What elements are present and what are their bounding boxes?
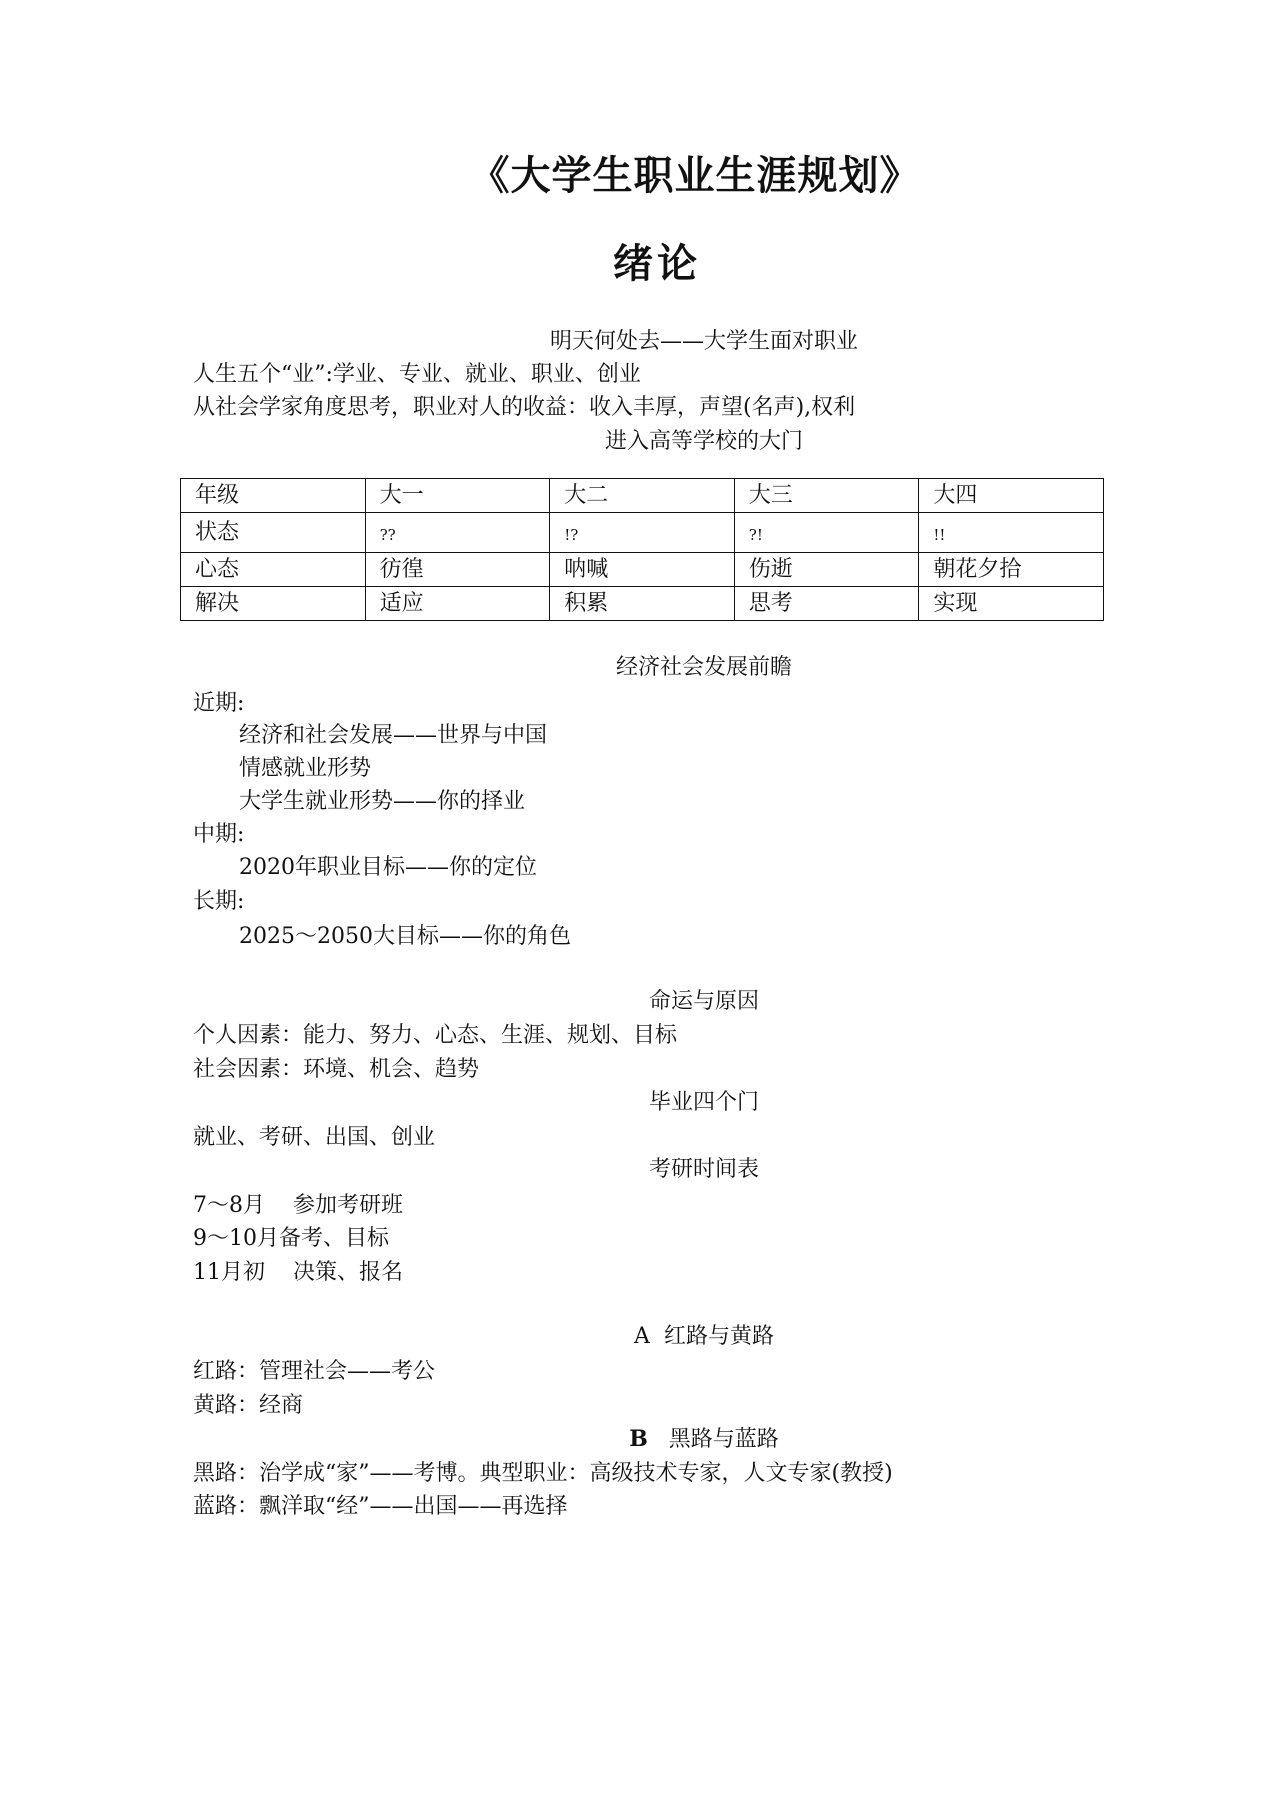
five-careers-line: 人生五个“业”:学业、专业、就业、职业、创业 bbox=[193, 362, 641, 387]
list-item: 情感就业形势 bbox=[239, 756, 372, 781]
table-row bbox=[181, 513, 1104, 553]
section-heading-red-yellow bbox=[0, 1322, 1278, 1352]
table-cell: ?! bbox=[734, 513, 919, 553]
table-row bbox=[181, 587, 1104, 621]
near-term-label: 近期: bbox=[193, 691, 245, 716]
table-cell: 解决 bbox=[181, 587, 366, 621]
table-cell: 适应 bbox=[365, 587, 550, 621]
heading-letter: A bbox=[634, 1324, 650, 1349]
blue-road-line: 蓝路：飘洋取“经”——出国——再选择 bbox=[193, 1494, 568, 1519]
section-heading-four-doors: 毕业四个门 bbox=[648, 1090, 759, 1115]
table-cell: 呐喊 bbox=[550, 553, 735, 587]
list-item: 7～8月 参加考研班 bbox=[193, 1193, 403, 1218]
career-benefits-line: 从社会学家角度思考，职业对人的收益：收入丰厚，声望(名声),权利 bbox=[193, 395, 856, 420]
table-cell: 大一 bbox=[365, 479, 550, 513]
table-cell: 大四 bbox=[919, 479, 1104, 513]
table-cell: ?? bbox=[365, 513, 550, 553]
grade-table bbox=[180, 478, 1104, 621]
table-cell: 积累 bbox=[550, 587, 735, 621]
yellow-road-line: 黄路：经商 bbox=[193, 1393, 304, 1418]
table-row bbox=[181, 553, 1104, 587]
red-road-line: 红路：管理社会——考公 bbox=[193, 1359, 436, 1384]
list-item: 9～10月备考、目标 bbox=[193, 1226, 389, 1251]
section-heading-career: 明天何处去——大学生面对职业 bbox=[549, 329, 858, 354]
section-heading-exam-schedule: 考研时间表 bbox=[648, 1157, 759, 1182]
black-road-line: 黑路：治学成“家”——考博。典型职业：高级技术专家，人文专家(教授) bbox=[193, 1461, 893, 1486]
table-cell: !! bbox=[919, 513, 1104, 553]
table-cell: 朝花夕拾 bbox=[919, 553, 1104, 587]
section-heading-economy: 经济社会发展前瞻 bbox=[615, 655, 792, 680]
table-cell: 彷徨 bbox=[365, 553, 550, 587]
four-doors-line: 就业、考研、出国、创业 bbox=[193, 1125, 436, 1150]
list-item: 2020年职业目标——你的定位 bbox=[239, 855, 537, 880]
table-row bbox=[181, 479, 1104, 513]
table-cell: 实现 bbox=[919, 587, 1104, 621]
personal-factors-line: 个人因素：能力、努力、心态、生涯、规划、目标 bbox=[193, 1023, 678, 1048]
table-cell: 思考 bbox=[734, 587, 919, 621]
table-cell: 大三 bbox=[734, 479, 919, 513]
table-cell: !? bbox=[550, 513, 735, 553]
heading-text: 红路与黄路 bbox=[663, 1324, 774, 1349]
list-item: 2025～2050大目标——你的角色 bbox=[239, 924, 571, 949]
table-cell: 伤逝 bbox=[734, 553, 919, 587]
table-cell: 心态 bbox=[181, 553, 366, 587]
social-factors-line: 社会因素：环境、机会、趋势 bbox=[193, 1057, 480, 1082]
table-cell: 年级 bbox=[181, 479, 366, 513]
document-title: 《大学生职业生涯规划》 bbox=[469, 152, 921, 199]
long-term-label: 长期: bbox=[193, 889, 245, 914]
heading-text: 黑路与蓝路 bbox=[668, 1427, 779, 1452]
list-item: 经济和社会发展——世界与中国 bbox=[239, 723, 548, 748]
mid-term-label: 中期: bbox=[193, 822, 245, 847]
list-item: 大学生就业形势——你的择业 bbox=[239, 789, 526, 814]
heading-letter: B bbox=[629, 1426, 648, 1452]
list-item: 11月初 决策、报名 bbox=[193, 1260, 403, 1285]
chapter-heading: 绪论 bbox=[613, 240, 701, 287]
table-cell: 大二 bbox=[550, 479, 735, 513]
section-heading-black-blue bbox=[0, 1424, 1278, 1455]
section-heading-fate: 命运与原因 bbox=[648, 989, 759, 1014]
table-cell: 状态 bbox=[181, 513, 366, 553]
section-subheading-university: 进入高等学校的大门 bbox=[604, 429, 803, 454]
